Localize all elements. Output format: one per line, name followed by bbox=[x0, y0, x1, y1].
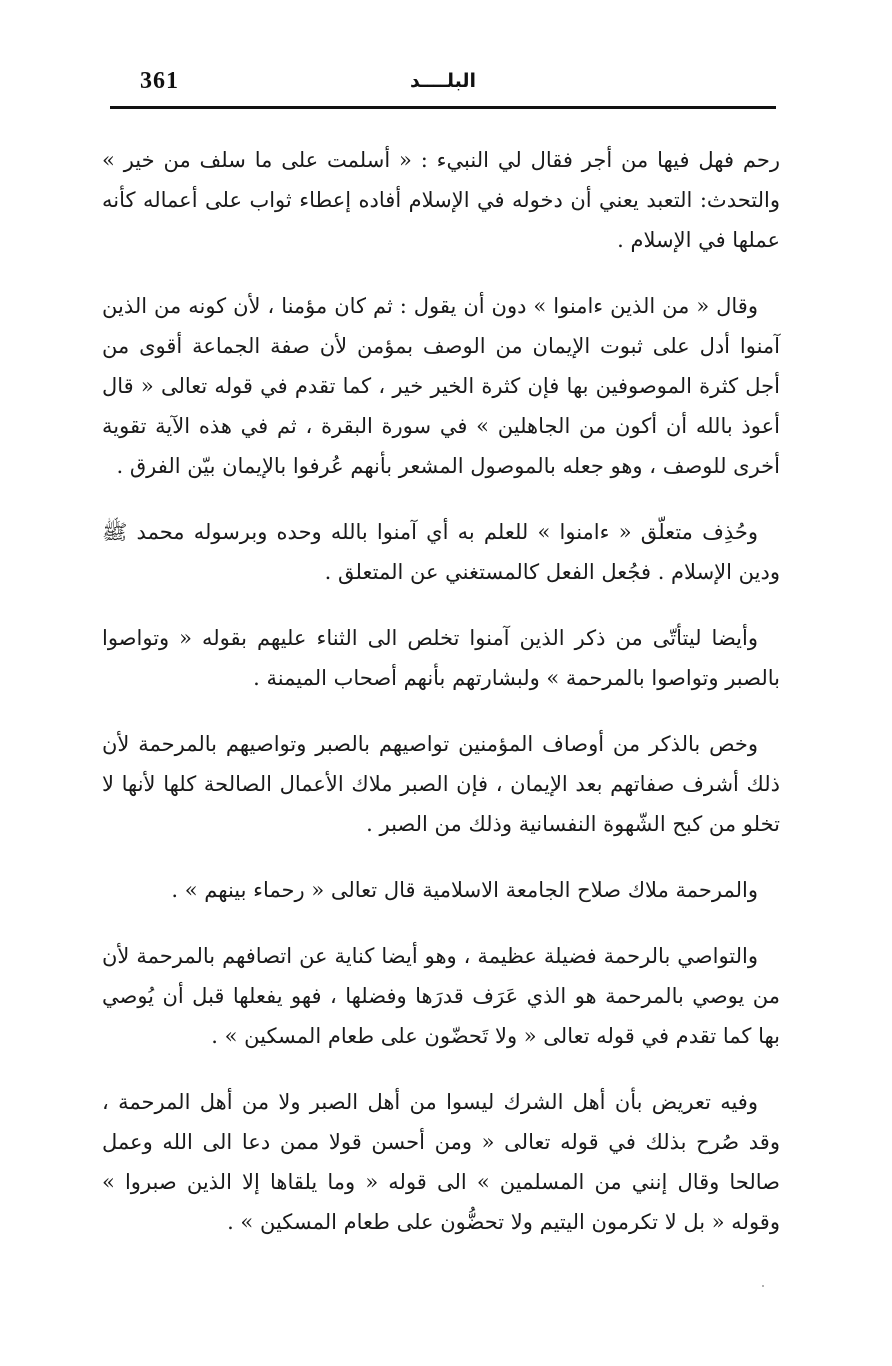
paragraph: وحُذِف متعلّق « ءامنوا » للعلم به أي آمنوا بالله وحده وبرسوله محمد ﷺ ودين الإسلام . فجُعل الفعل كالمستغني عن المتعلق . bbox=[102, 520, 780, 584]
paragraph: وخص بالذكر من أوصاف المؤمنين تواصيهم بالصبر وتواصيهم بالمرحمة لأن ذلك أشرف صفاتهم بعد الإيمان ، فإن الصبر ملاك الأعمال الصالحة كلها لأنها لا تخلو من كبح الشّهوة النفسانية وذلك من الصبر . bbox=[102, 732, 780, 836]
body-text bbox=[102, 140, 780, 1268]
paragraph: رحم فهل فيها من أجر فقال لي النبيء : « أسلمت على ما سلف من خير » والتحدث: التعبد يعني أن دخوله في الإسلام أفاده إعطاء ثواب على أعماله كأنه عملها في الإسلام . bbox=[102, 148, 780, 252]
page-header bbox=[110, 62, 776, 109]
scan-speck bbox=[762, 1285, 764, 1287]
paragraph: وأيضا ليتأتّى من ذكر الذين آمنوا تخلص الى الثناء عليهم بقوله « وتواصوا بالصبر وتواصوا بالمرحمة » ولبشارتهم بأنهم أصحاب الميمنة . bbox=[102, 626, 780, 690]
paragraph: والتواصي بالرحمة فضيلة عظيمة ، وهو أيضا كناية عن اتصافهم بالمرحمة لأن من يوصي بالمرحمة هو الذي عَرَف قدرَها وفضلها ، فهو يفعلها قبل أن يُوصي بها كما تقدم في قوله تعالى « ولا تَحضّون على طعام المسكين » . bbox=[102, 944, 780, 1048]
running-title: البلــــد bbox=[409, 70, 477, 92]
paragraph: والمرحمة ملاك صلاح الجامعة الاسلامية قال تعالى « رحماء بينهم » . bbox=[171, 878, 758, 902]
paragraph: وفيه تعريض بأن أهل الشرك ليسوا من أهل الصبر ولا من أهل المرحمة ، وقد صُرح بذلك في قوله تعالى « ومن أحسن قولا ممن دعا الى الله وعمل صالحا وقال إنني من المسلمين » الى قوله « وما يلقاها إلا الذين صبروا » وقوله « بل لا تكرمون اليتيم ولا تحضُّون على طعام المسكين » . bbox=[102, 1090, 780, 1234]
page-number: 361 bbox=[140, 68, 179, 94]
paragraph: وقال « من الذين ءامنوا » دون أن يقول : ثم كان مؤمنا ، لأن كونه من الذين آمنوا أدل على ثبوت الإيمان من الوصف بمؤمن لأن صفة الجماعة أقوى من أجل كثرة الموصوفين بها فإن كثرة الخير خير ، كما تقدم في قوله تعالى « قال أعوذ بالله أن أكون من الجاهلين » في سورة البقرة ، ثم في هذه الآية تقوية أخرى للوصف ، وهو جعله بالموصول المشعر بأنهم عُرفوا بالإيمان بيّن الفرق . bbox=[102, 294, 780, 478]
